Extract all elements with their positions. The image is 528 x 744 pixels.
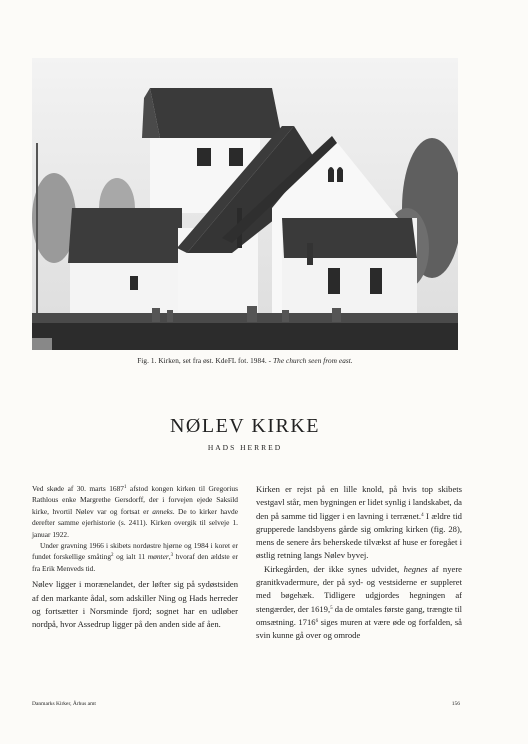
right-column	[256, 483, 462, 643]
gate	[32, 338, 52, 350]
left-column	[32, 483, 238, 631]
caption-english: The church seen from east.	[273, 357, 353, 365]
paragraph-finds: Under gravning 1966 i skibets nordøstre hjørne og 1984 i koret er fundet forskellige småting$^2$ og ialt 11 mønter,$^3$ hvoraf den ældste er fra Erik Menveds tid.	[32, 541, 238, 573]
paragraph-ownership: Ved skøde af 30. marts 1687$^1$ afstod kongen kirken til Gregorius Rathlous enke Margrethe Gersdorff, der i forvejen ejede Saksild kirke, hvortil Nølev var og fortsat er anneks. De to kirker havde derefter samme ejerhistorie (s. 2411). Kirken overgik til selveje 1. januar 1922.	[32, 484, 238, 539]
church-photo	[32, 58, 458, 350]
page-title: NØLEV KIRKE	[169, 415, 320, 437]
figure-caption	[32, 357, 458, 365]
paragraph-site: Kirken er rejst på en lille knold, på hvis top skibets vestgavl står, men bygningen er lidet synlig i landskabet, da den på samme tid ligger i en lavning i terrænet.$^4$ I ældre tid grupperede landsbyens gårde sig omkring kirken (fig. 28), mens de senere års beherskede tilvækst af huse er foregået i østlig retning langs Nølev byvej.	[256, 484, 462, 561]
page-number: 156	[451, 701, 460, 707]
footer-publication: Danmarks Kirker, Århus amt	[32, 701, 96, 707]
caption-text: Fig. 1. Kirken, set fra øst. KdeFL fot. 1984. -	[137, 357, 274, 365]
page-subtitle: HADS HERRED	[207, 443, 283, 452]
paragraph-churchyard: Kirkegården, der ikke synes udvidet, hegnes af nyere granitkvadermure, der på syd- og vestsiderne er suppleret med bøgehæk. Tidligere udgjordes hegningen af stengærder, der 1619,$^5$ da de omtales første gang, trængte til omsætning. 1716$^6$ siges muren at være øde og forfalden, så svin kunne gå over og omrode	[256, 563, 462, 641]
church-illustration	[32, 58, 458, 350]
paragraph-location: Nølev ligger i morænelandet, der løfter sig på sydøstsiden af den markante ådal, som adskiller Ning og Hads herreder og fortsætter i Norsminde fjord; sognet har en udløber nordpå, hvor Assedrup ligger på den anden side af åen.	[32, 579, 238, 630]
